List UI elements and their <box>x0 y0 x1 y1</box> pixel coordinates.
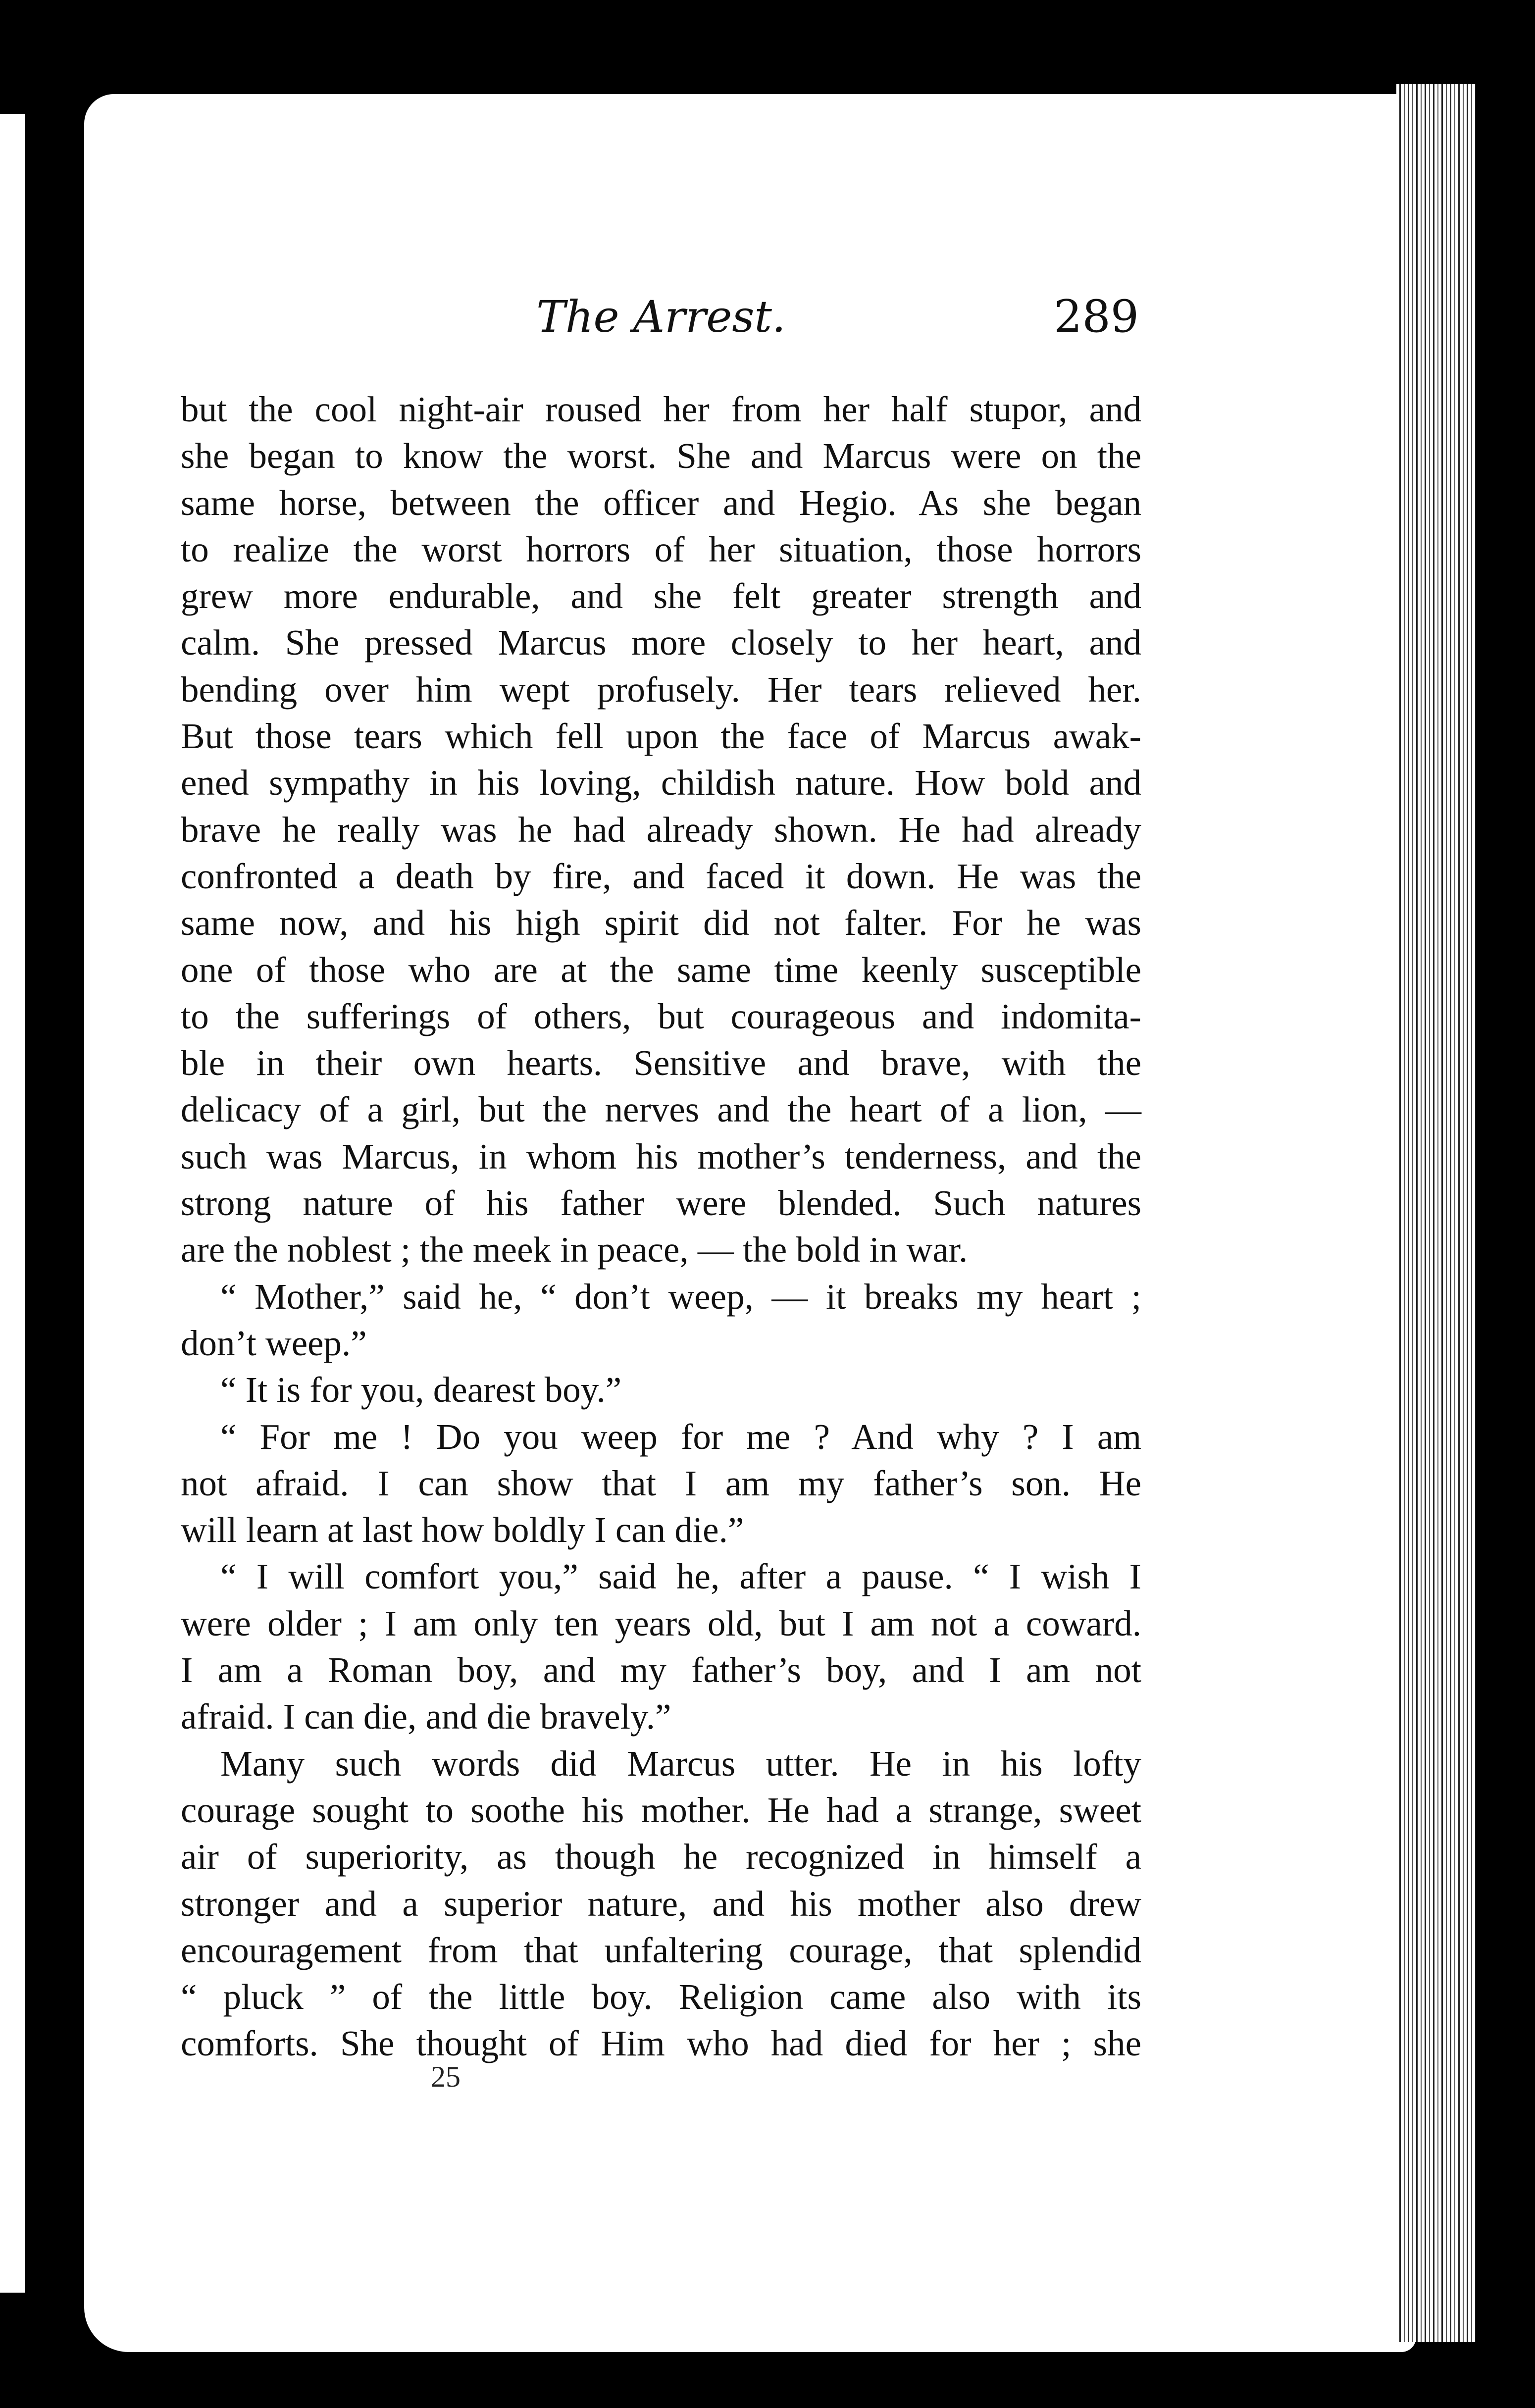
text-line: brave he really was he had already shown. He had already <box>181 809 1141 850</box>
text-line: bending over him wept profusely. Her tears relieved her. <box>181 669 1141 710</box>
text-line: such was Marcus, in whom his mother’s tenderness, and the <box>181 1136 1141 1177</box>
text-line: grew more endurable, and she felt greater strength and <box>181 576 1141 616</box>
running-title: The Arrest. <box>536 291 786 342</box>
text-line: air of superiority, as though he recognized in himself a <box>181 1837 1141 1877</box>
body-text <box>181 386 1141 2067</box>
text-line: Many such words did Marcus utter. He in his lofty <box>220 1743 1141 1784</box>
text-line: But those tears which fell upon the face of Marcus awak- <box>181 716 1141 757</box>
text-line: “ It is for you, dearest boy.” <box>220 1370 622 1410</box>
text-line: will learn at last how boldly I can die.” <box>181 1510 744 1550</box>
text-line: confronted a death by fire, and faced it down. He was the <box>181 856 1141 896</box>
text-line: encouragement from that unfaltering courage, that splendid <box>181 1930 1141 1970</box>
text-line: stronger and a superior nature, and his mother also drew <box>181 1883 1141 1924</box>
text-line: but the cool night-air roused her from her half stupor, and <box>181 389 1141 429</box>
text-line: “ pluck ” of the little boy. Religion came also with its <box>181 1977 1141 2017</box>
text-line: same horse, between the officer and Hegio. As she began <box>181 482 1141 523</box>
text-line: “ Mother,” said he, “ don’t weep, — it breaks my heart ; <box>220 1276 1141 1317</box>
text-line: to the sufferings of others, but courageous and indomita- <box>181 996 1141 1036</box>
left-page-edge <box>0 114 25 2293</box>
text-line: were older ; I am only ten years old, but I am not a coward. <box>181 1603 1141 1643</box>
text-line: delicacy of a girl, but the nerves and the heart of a lion, — <box>181 1089 1141 1130</box>
text-line: to realize the worst horrors of her situation, those horrors <box>181 529 1141 569</box>
text-line: strong nature of his father were blended. Such natures <box>181 1183 1141 1224</box>
text-line: same now, and his high spirit did not falter. For he was <box>181 903 1141 943</box>
text-line: afraid. I can die, and die bravely.” <box>181 1696 671 1737</box>
text-line: comforts. She thought of Him who had died for her ; she <box>181 2023 1141 2064</box>
page-number: 289 <box>1054 291 1139 343</box>
text-line: ble in their own hearts. Sensitive and brave, with the <box>181 1043 1141 1083</box>
text-line: are the noblest ; the meek in peace, — the bold in war. <box>181 1230 968 1270</box>
text-line: ened sympathy in his loving, childish nature. How bold and <box>181 763 1141 803</box>
text-line: courage sought to soothe his mother. He had a strange, sweet <box>181 1790 1141 1830</box>
text-line: not afraid. I can show that I am my father’s son. He <box>181 1463 1141 1503</box>
text-line: I am a Roman boy, and my father’s boy, and I am not <box>181 1650 1141 1691</box>
text-line: calm. She pressed Marcus more closely to her heart, and <box>181 622 1141 663</box>
text-line: “ I will comfort you,” said he, after a pause. “ I wish I <box>220 1556 1141 1597</box>
text-line: don’t weep.” <box>181 1323 367 1363</box>
signature-mark: 25 <box>431 2060 460 2093</box>
running-header <box>183 280 1139 354</box>
text-line: one of those who are at the same time keenly susceptible <box>181 949 1141 990</box>
page-stack-edge <box>1396 84 1476 2342</box>
text-line: she began to know the worst. She and Marcus were on the <box>181 436 1141 476</box>
text-line: “ For me ! Do you weep for me ? And why ? I am <box>220 1416 1141 1457</box>
